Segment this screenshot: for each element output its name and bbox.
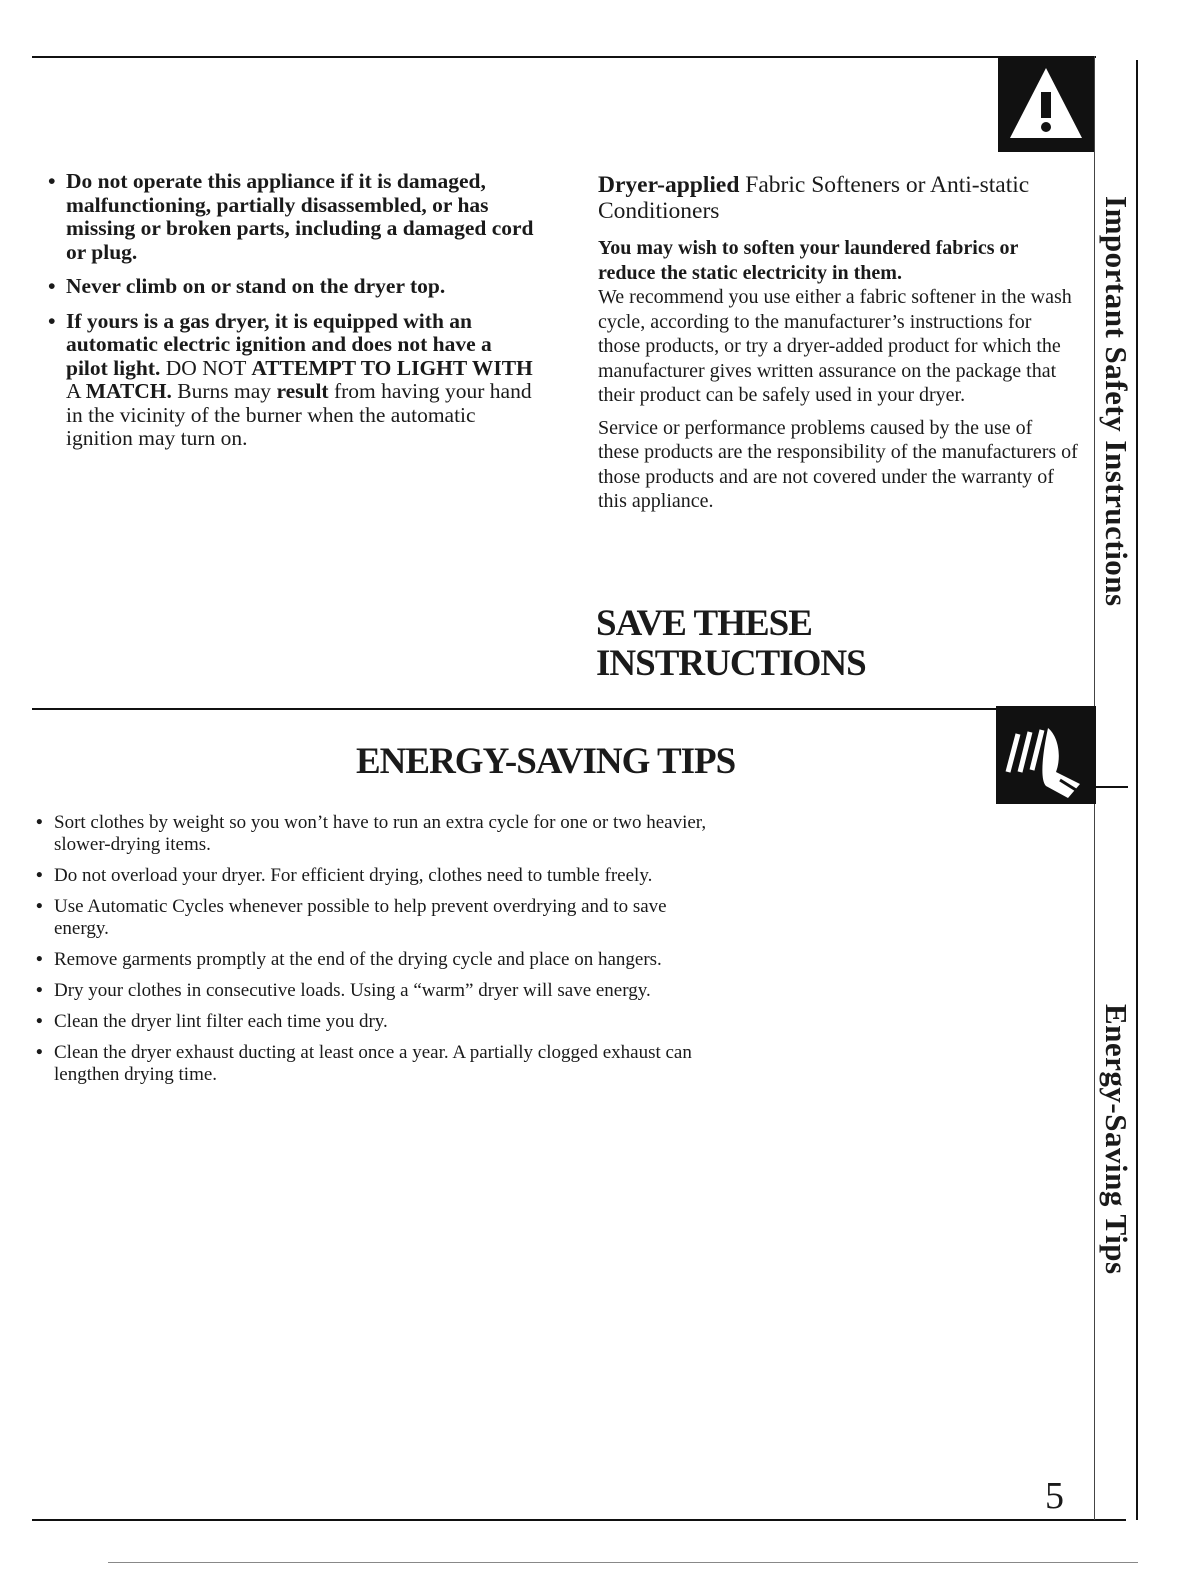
softener-service-note: Service or performance problems caused by the use of these products are the responsibility of the manufacturers of those products and are not covered under the warranty of this appliance. [598, 416, 1078, 512]
safety-text: result [276, 379, 329, 403]
bullet-icon: • [36, 949, 43, 970]
safety-text: DO NOT [160, 355, 252, 380]
safety-text: appliance [246, 169, 335, 193]
safety-text: disassembled, [295, 192, 433, 217]
page-number: 5 [1045, 1475, 1064, 1517]
energy-tips-list [36, 812, 716, 1095]
bullet-icon: • [36, 896, 43, 917]
safety-text: from having your hand in the vicinity of the burner when the automatic ignition may turn on. [66, 379, 532, 450]
tab-divider-rule [1096, 786, 1128, 788]
safety-text: A [66, 379, 86, 403]
bullet-icon: • [36, 980, 43, 1001]
energy-saving-title: ENERGY-SAVING TIPS [356, 741, 736, 782]
bullet-icon: • [36, 865, 43, 886]
energy-tip-text: Clean the dryer lint filter each time you dry. [54, 1011, 388, 1032]
energy-tip [36, 812, 716, 856]
safety-text: Do not operate this [66, 169, 247, 193]
safety-text: has missing or broken parts, including a damaged cord or plug. [66, 192, 534, 264]
tab-energy-saving: Energy-Saving Tips [1099, 1004, 1134, 1275]
bullet-icon: • [36, 1011, 43, 1032]
safety-text: on or stand on the dryer top. [177, 274, 446, 298]
safety-text: climb [125, 274, 178, 298]
fabric-softener-section [598, 172, 1078, 522]
tab-important-safety: Important Safety Instructions [1099, 196, 1134, 607]
safety-text: is [377, 169, 392, 193]
safety-text: malfunctioning, partially [66, 192, 296, 217]
energy-tip [36, 1042, 716, 1086]
energy-tip-text: Clean the dryer exhaust ducting at least once a year. A partially clogged exhaust can lengthen drying time. [54, 1042, 692, 1085]
safety-text: pilot light. [66, 355, 161, 380]
safety-text: ATTEMPT TO LIGHT WITH [251, 355, 533, 380]
right-vertical-rule [1136, 60, 1138, 1520]
bullet-icon: • [36, 812, 43, 833]
energy-tip [36, 980, 716, 1002]
save-instructions-title [596, 604, 866, 684]
softener-body: We recommend you use either a fabric softener in the wash cycle, according to the manufacturer’s instructions for those products, or try a dryer-added product for which the manufacturer gives written assurance on the package that their product can be safely used in your dryer. [598, 286, 1072, 406]
energy-tip-text: Sort clothes by weight so you won’t have to run an extra cycle for one or two heavier, slower-drying items. [54, 812, 707, 855]
safety-item [28, 310, 538, 451]
top-rule [32, 56, 1096, 58]
softener-intro: You may wish to soften your laundered fabrics or reduce the static electricity in them. [598, 237, 1019, 284]
safety-text: Never [66, 274, 126, 298]
energy-tip [36, 1011, 716, 1033]
safety-item [28, 170, 538, 264]
energy-tip-text: Remove garments promptly at the end of the drying cycle and place on hangers. [54, 949, 662, 970]
footer-rule [108, 1562, 1138, 1563]
bullet-icon: • [36, 1042, 43, 1063]
energy-tip [36, 949, 716, 971]
safety-text: with [403, 308, 444, 333]
warning-triangle-icon [998, 56, 1094, 152]
bottom-rule [32, 1519, 1126, 1521]
safety-text: damaged, [391, 169, 486, 193]
safety-text: or [432, 192, 453, 217]
safety-text: if it [334, 169, 378, 193]
energy-tip-text: Do not overload your dryer. For efficient drying, clothes need to tumble freely. [54, 865, 653, 886]
energy-tip [36, 896, 716, 940]
middle-rule [32, 708, 1096, 710]
energy-tip-text: Dry your clothes in consecutive loads. Using a “warm” dryer will save energy. [54, 980, 651, 1001]
save-title-line2: INSTRUCTIONS [596, 643, 866, 684]
safety-text: an automatic electric ignition and does not have a [66, 308, 492, 356]
safety-text: MATCH. [85, 379, 172, 403]
bullet-icon: • [48, 169, 56, 193]
softener-heading [598, 172, 1078, 224]
safety-list [28, 170, 538, 462]
hand-pressing-icon [996, 706, 1096, 804]
softener-heading-bold: Dryer-applied [598, 172, 740, 198]
energy-tip [36, 865, 716, 887]
bullet-icon: • [48, 274, 56, 298]
save-title-line1: SAVE THESE [596, 603, 812, 644]
safety-text: Burns may [171, 379, 277, 403]
energy-tip-text: Use Automatic Cycles whenever possible to help prevent overdrying and to save energy. [54, 896, 667, 939]
softener-heading-rest: Fabric Softeners or Anti-static Conditioners [598, 172, 1030, 224]
bullet-icon: • [48, 308, 56, 333]
safety-text: If yours is a gas dryer, it is equipped [66, 308, 404, 333]
safety-item [28, 275, 538, 299]
